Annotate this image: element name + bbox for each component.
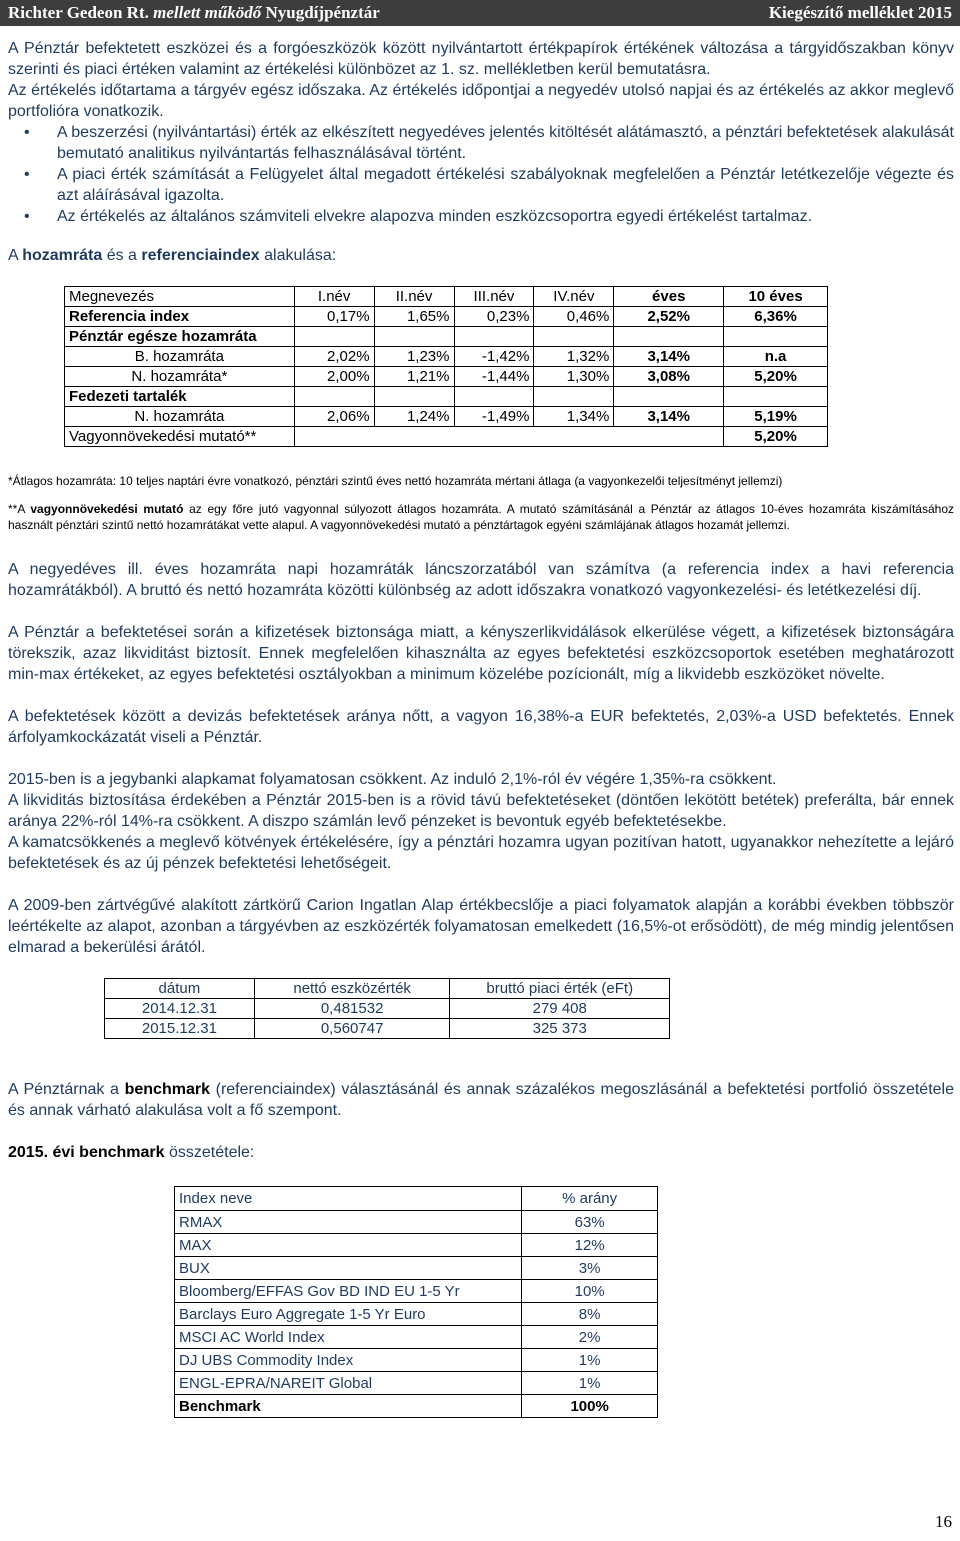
table-cell: 279 408 bbox=[450, 999, 670, 1019]
table-cell: 3,14% bbox=[614, 347, 724, 367]
table-cell: 1% bbox=[522, 1349, 658, 1372]
table-row bbox=[65, 327, 828, 347]
body-paragraph-4: 2015-ben is a jegybanki alapkamat folyamatosan csökkent. Az induló 2,1%-ról év végére 1,35%-ra csökkent. bbox=[8, 771, 777, 788]
table-cell: 2% bbox=[522, 1326, 658, 1349]
table-cell: 0,46% bbox=[534, 307, 614, 327]
table-cell: BUX bbox=[175, 1257, 522, 1280]
table-cell: 2015.12.31 bbox=[105, 1019, 255, 1039]
table-row bbox=[65, 427, 828, 447]
table-cell: RMAX bbox=[175, 1211, 522, 1234]
bullet-item: • A beszerzési (nyilvántartási) érték az elkészített negyedéves jelentés kitöltését alátámasztó, a pénztári befektetések alakulását bemutató analitikus nyilvántartás felhasználásával történt. bbox=[57, 122, 954, 164]
table-header-cell: % arány bbox=[522, 1187, 658, 1211]
table-cell: -1,49% bbox=[454, 407, 534, 427]
table-row bbox=[65, 367, 828, 387]
table-cell: ENGL-EPRA/NAREIT Global bbox=[175, 1372, 522, 1395]
table-header-cell: 10 éves bbox=[724, 287, 828, 307]
table-cell: B. hozamráta bbox=[65, 347, 295, 367]
table-row bbox=[175, 1349, 658, 1372]
table-cell: 0,23% bbox=[454, 307, 534, 327]
table-header-cell: Index neve bbox=[175, 1187, 522, 1211]
table-row bbox=[65, 387, 828, 407]
table-cell: 100% bbox=[522, 1395, 658, 1418]
table-row bbox=[105, 999, 670, 1019]
table-row bbox=[175, 1326, 658, 1349]
table-header-cell: II.név bbox=[374, 287, 454, 307]
page-content bbox=[8, 38, 954, 1418]
table-cell: 3% bbox=[522, 1257, 658, 1280]
table-row bbox=[175, 1395, 658, 1418]
table-cell: 1,24% bbox=[374, 407, 454, 427]
table-cell: Benchmark bbox=[175, 1395, 522, 1418]
footnote-1: *Átlagos hozamráta: 10 teljes naptári évre vonatkozó, pénztári szintű éves nettó hozamráta mértani átlaga (a vagyonkezelői teljesítményt jellemzi) bbox=[8, 474, 783, 488]
table-cell: 2,52% bbox=[614, 307, 724, 327]
table-cell: 5,19% bbox=[724, 407, 828, 427]
page-header bbox=[0, 0, 960, 26]
page-number: 16 bbox=[935, 1512, 952, 1531]
table-cell: Bloomberg/EFFAS Gov BD IND EU 1-5 Yr bbox=[175, 1280, 522, 1303]
footnote-2: **A vagyonnövekedési mutató az egy főre jutó vagyonnal súlyozott átlagos hozamráta. A mutató számításánál a Pénztár az átlagos 10-éves hozamráta kiszámításához használt pénztári szintű nettó hozamrátákat vette alapul. A vagyonnövekedési mutató a pénztártagok egyéni számlájának átlagos hozamát jellemzi. bbox=[8, 502, 954, 532]
table-cell: 12% bbox=[522, 1234, 658, 1257]
table-cell: 1% bbox=[522, 1372, 658, 1395]
table-cell: 10% bbox=[522, 1280, 658, 1303]
table-cell: 5,20% bbox=[724, 427, 828, 447]
body-paragraph-1: A negyedéves ill. éves hozamráta napi hozamráták láncszorzatából van számítva (a referencia index a havi referencia hozamrátákból). A bruttó és nettó hozamráta közötti különbség az adott időszakra vonatkozó vagyonkezelési- és letétkezelési díj. bbox=[8, 561, 954, 599]
table-cell: 63% bbox=[522, 1211, 658, 1234]
table-cell: 2014.12.31 bbox=[105, 999, 255, 1019]
table-cell: 8% bbox=[522, 1303, 658, 1326]
table-cell: 1,34% bbox=[534, 407, 614, 427]
table-row bbox=[175, 1303, 658, 1326]
body-paragraph-3: A befektetések között a devizás befektetések aránya nőtt, a vagyon 16,38%-a EUR befektetés, 2,03%-a USD befektetés. Ennek árfolyamkockázatát viseli a Pénztár. bbox=[8, 708, 954, 746]
body-paragraph-2: A Pénztár a befektetései során a kifizetések biztonsága miatt, a kényszerlikvidálások elkerülése végett, a kifizetések biztonságára törekszik, azaz likviditást biztosít. Ennek megfelelően kihasználta az egyes befektetési eszközcsoportok esetében meghatározott min-max értékeket, az egyes befektetési osztályokban a minimum közelébe pozícionált, míg a likvidebb eszközöket növelte. bbox=[8, 624, 954, 683]
table-cell: 1,21% bbox=[374, 367, 454, 387]
table-header-cell: bruttó piaci érték (eFt) bbox=[450, 979, 670, 999]
table-cell: n.a bbox=[724, 347, 828, 367]
table-row bbox=[175, 1234, 658, 1257]
table-cell: MAX bbox=[175, 1234, 522, 1257]
table-row bbox=[175, 1211, 658, 1234]
table-header-cell: III.név bbox=[454, 287, 534, 307]
table-cell: 325 373 bbox=[450, 1019, 670, 1039]
table-row bbox=[175, 1372, 658, 1395]
table-header-cell: IV.név bbox=[534, 287, 614, 307]
table-cell: 3,08% bbox=[614, 367, 724, 387]
table-row bbox=[175, 1187, 658, 1211]
table-header-cell: nettó eszközérték bbox=[254, 979, 450, 999]
table-cell: 1,32% bbox=[534, 347, 614, 367]
table-cell: 0,560747 bbox=[254, 1019, 450, 1039]
table-cell: 2,02% bbox=[294, 347, 374, 367]
benchmark-title: 2015. évi benchmark összetétele: bbox=[8, 1144, 255, 1161]
benchmark-intro: A Pénztárnak a benchmark (referenciaindex) választásánál és annak százalékos megoszlásánál a befektetési portfolió összetétele és annak várható alakulása volt a fő szempont. bbox=[8, 1081, 954, 1119]
intro-paragraph-2: Az értékelés időtartama a tárgyév egész időszaka. Az értékelés időpontjai a negyedév utolsó napjai és az értékelés az akkor meglevő portfolióra vonatkozik. bbox=[8, 82, 954, 120]
table-cell: MSCI AC World Index bbox=[175, 1326, 522, 1349]
table-header-cell: dátum bbox=[105, 979, 255, 999]
table-row bbox=[105, 979, 670, 999]
body-paragraph-7: A 2009-ben zártvégűvé alakított zártkörű Carion Ingatlan Alap értékbecslője a piaci folyamatok alapján a korábbi években többször leértékelte az alapot, azonban a tárgyévben az eszközérték folyamatosan emelkedett (16,5%-ot erősödött), de még mindig jelentősen elmarad a bekerülési árától. bbox=[8, 897, 954, 956]
table-header-cell: éves bbox=[614, 287, 724, 307]
table-cell: 0,17% bbox=[294, 307, 374, 327]
table-cell: Pénztár egésze hozamráta bbox=[65, 327, 295, 347]
intro-paragraph-1: A Pénztár befektetett eszközei és a forgóeszközök között nyilvántartott értékpapírok értékének változása a tárgyidőszakban könyv szerinti és piaci értéken valamint az értékelési különbözet az 1. sz. mellékletben kerül bemutatásra. bbox=[8, 40, 954, 78]
table-header-cell: I.név bbox=[294, 287, 374, 307]
table-cell: 5,20% bbox=[724, 367, 828, 387]
table-cell: DJ UBS Commodity Index bbox=[175, 1349, 522, 1372]
table-cell: 6,36% bbox=[724, 307, 828, 327]
yield-section-title: A hozamráta és a referenciaindex alakulása: bbox=[8, 247, 337, 264]
header-org: Richter Gedeon Rt. mellett működő Nyugdíjpénztár bbox=[8, 3, 380, 22]
table-row bbox=[105, 1019, 670, 1039]
header-title: Kiegészítő melléklet 2015 bbox=[768, 3, 952, 22]
table-cell: 3,14% bbox=[614, 407, 724, 427]
table-cell: 2,06% bbox=[294, 407, 374, 427]
bullet-item: • Az értékelés az általános számviteli elvekre alapozva minden eszközcsoportra egyedi értékelést tartalmaz. bbox=[57, 206, 954, 227]
table-row bbox=[65, 407, 828, 427]
table-cell: Barclays Euro Aggregate 1-5 Yr Euro bbox=[175, 1303, 522, 1326]
table-cell: 2,00% bbox=[294, 367, 374, 387]
carion-table bbox=[104, 978, 670, 1039]
table-cell: Referencia index bbox=[65, 307, 295, 327]
table-row bbox=[65, 347, 828, 367]
table-cell: Vagyonnövekedési mutató** bbox=[65, 427, 295, 447]
table-cell: Fedezeti tartalék bbox=[65, 387, 295, 407]
table-cell: -1,42% bbox=[454, 347, 534, 367]
yield-table bbox=[64, 286, 828, 447]
table-cell: N. hozamráta bbox=[65, 407, 295, 427]
table-row bbox=[65, 287, 828, 307]
intro-bullets bbox=[8, 122, 954, 227]
bullet-item: • A piaci érték számítását a Felügyelet által megadott értékelési szabályoknak megfelelően a Pénztár letétkezelője végezte és azt aláírásával igazolta. bbox=[57, 164, 954, 206]
table-cell: 0,481532 bbox=[254, 999, 450, 1019]
table-row bbox=[175, 1257, 658, 1280]
body-paragraph-6: A kamatcsökkenés a meglevő kötvények értékelésére, így a pénztári hozamra ugyan pozitívan hatott, ugyanakkor nehezítette a lejáró befektetések és az új pénzek befektetési lehetőségeit. bbox=[8, 834, 954, 872]
table-cell: 1,65% bbox=[374, 307, 454, 327]
table-row bbox=[65, 307, 828, 327]
table-cell: 1,23% bbox=[374, 347, 454, 367]
table-row bbox=[175, 1280, 658, 1303]
table-cell: -1,44% bbox=[454, 367, 534, 387]
table-header-cell: Megnevezés bbox=[65, 287, 295, 307]
table-cell: 1,30% bbox=[534, 367, 614, 387]
body-paragraph-5: A likviditás biztosítása érdekében a Pénztár 2015-ben is a rövid távú befektetéseket (döntően lekötött betétek) preferálta, bár ennek aránya 22%-ról 14%-ra csökkent. A diszpo számlán levő pénzeket is bevontuk egyéb befektetésekbe. bbox=[8, 792, 954, 830]
table-cell: N. hozamráta* bbox=[65, 367, 295, 387]
benchmark-table bbox=[174, 1186, 658, 1418]
